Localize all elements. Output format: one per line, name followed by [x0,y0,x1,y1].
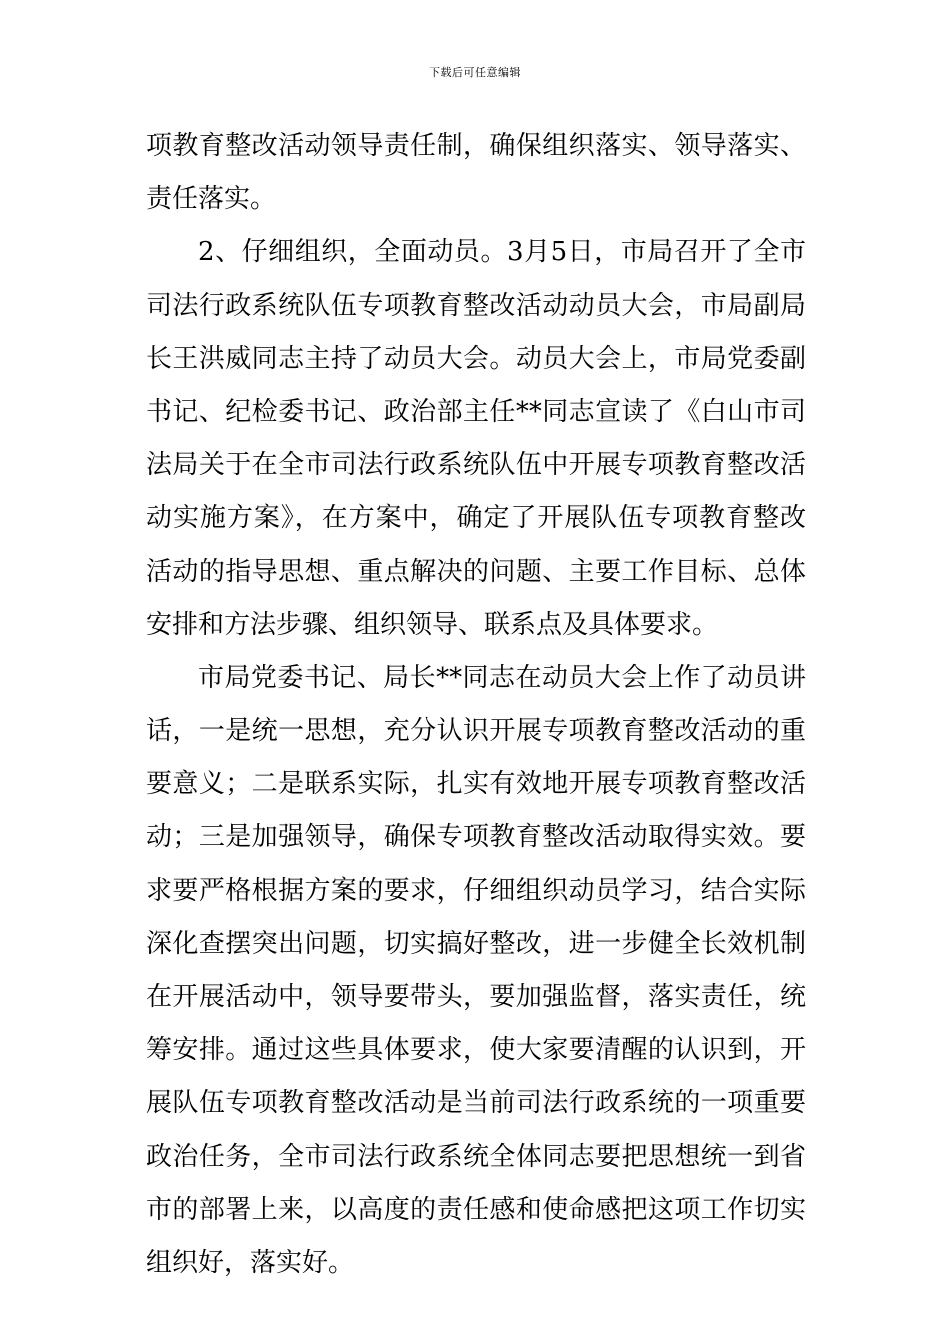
text-line: 求要严格根据方案的要求，仔细组织动员学习，结合实际 [146,875,806,906]
text-line: 动；三是加强领导，确保专项教育整改活动取得实效。要 [146,822,806,853]
text-line: 市局党委书记、局长**同志在动员大会上作了动员讲 [198,662,806,693]
text-line: 市的部署上来，以高度的责任感和使命感把这项工作切实 [146,1194,806,1225]
text-line: 活动的指导思想、重点解决的问题、主要工作目标、总体 [146,556,806,587]
text-line: 书记、纪检委书记、政治部主任**同志宣读了《白山市司 [146,396,806,427]
text-line: 要意义；二是联系实际，扎实有效地开展专项教育整改活 [146,769,806,800]
document-body [146,120,806,1290]
text-line: 长王洪威同志主持了动员大会。动员大会上，市局党委副 [146,343,806,374]
text-line: 组织好，落实好。 [146,1247,355,1278]
text-line: 深化查摆突出问题，切实搞好整改，进一步健全长效机制 [146,928,806,959]
text-line: 政治任务，全市司法行政系统全体同志要把思想统一到省 [146,1141,806,1172]
text-line: 话，一是统一思想，充分认识开展专项教育整改活动的重 [146,716,806,747]
text-line: 筹安排。通过这些具体要求，使大家要清醒的认识到，开 [146,1035,806,1066]
text-line: 展队伍专项教育整改活动是当前司法行政系统的一项重要 [146,1088,806,1119]
text-line: 动实施方案》，在方案中，确定了开展队伍专项教育整改 [146,503,806,534]
text-line: 责任落实。 [146,184,277,215]
page-header: 下载后可任意编辑 [429,66,521,79]
text-line: 2、仔细组织，全面动员。3月5日，市局召开了全市 [198,237,806,268]
text-line: 项教育整改活动领导责任制，确保组织落实、领导落实、 [146,131,806,161]
text-line: 安排和方法步骤、组织领导、联系点及具体要求。 [146,609,719,640]
text-line: 在开展活动中，领导要带头，要加强监督，落实责任，统 [146,982,806,1012]
text-line: 法局关于在全市司法行政系统队伍中开展专项教育整改活 [146,450,806,481]
text-line: 司法行政系统队伍专项教育整改活动动员大会，市局副局 [146,290,806,321]
